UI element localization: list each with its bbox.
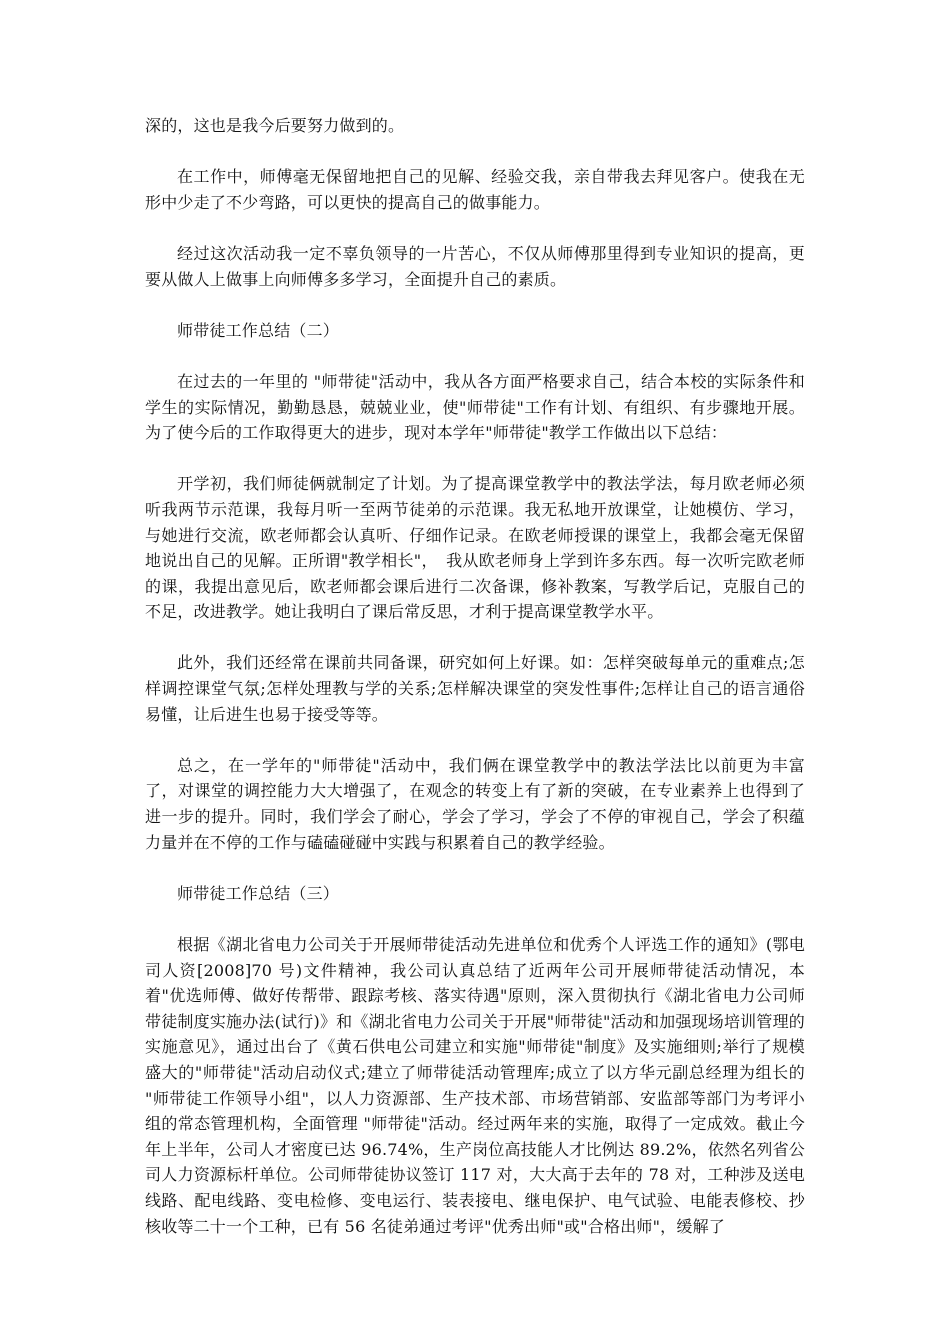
paragraph: 根据《湖北省电力公司关于开展师带徒活动先进单位和优秀个人评选工作的通知》(鄂电司人资[2008]70 号)文件精神，我公司认真总结了近两年公司开展师带徒活动情况，本着"优选师傅、做好传帮带、跟踪考核、落实待遇"原则，深入贯彻执行《湖北省电力公司师带徒制度实施办法(试行)》和《湖北省电力公司关于开展"师带徒"活动和加强现场培训管理的实施意见》，通过出台了《黄石供电公司建立和实施"师带徒"制度》及实施细则;举行了规模盛大的"师带徒"活动启动仪式;建立了师带徒活动管理库;成立了以方华元副总经理为组长的 "师带徒工作领导小组"，以人力资源部、生产技术部、市场营销部、安监部等部门为考评小组的常态管理机构，全面管理 "师带徒"活动。经过两年来的实施，取得了一定成效。截止今年上半年，公司人才密度已达 96.74%，生产岗位高技能人才比例达 89.2%，依然名列省公司人力资源标杆单位。公司师带徒协议签订 117 对，大大高于去年的 78 对，工种涉及送电线路、配电线路、变电检修、变电运行、装表接电、继电保护、电气试验、电能表修校、抄核收等二十一个工种，已有 56 名徒弟通过考评"优秀出师"或"合格出师"，缓解了 xyxy=(145,935,805,1236)
paragraph: 在工作中，师傅毫无保留地把自己的见解、经验交我，亲自带我去拜见客户。使我在无形中少走了不少弯路，可以更快的提高自己的做事能力。 xyxy=(145,167,805,212)
paragraph: 经过这次活动我一定不辜负领导的一片苦心，不仅从师傅那里得到专业知识的提高，更要从做人上做事上向师傅多多学习，全面提升自己的素质。 xyxy=(145,243,805,289)
paragraph: 此外，我们还经常在课前共同备课，研究如何上好课。如：怎样突破每单元的重难点;怎样调控课堂气氛;怎样处理教与学的关系;怎样解决课堂的突发性事件;怎样让自己的语言通俗易懂，让后进生也易于接受等等。 xyxy=(145,653,805,724)
paragraph-continuation: 深的，这也是我今后要努力做到的。 xyxy=(145,116,405,135)
paragraph: 开学初，我们师徒俩就制定了计划。为了提高课堂教学中的教法学法，每月欧老师必须听我两节示范课，我每月听一至两节徒弟的示范课。我无私地开放课堂，让她模仿、学习，与她进行交流，欧老师都会认真听、仔细作记录。在欧老师授课的课堂上，我都会毫无保留地说出自己的见解。正所谓"教学相长"， 我从欧老师身上学到许多东西。每一次听完欧老师的课，我提出意见后，欧老师都会课后进行二次备课，修补教案，写教学后记，克服自己的不足，改进教学。她让我明白了课后常反思，才利于提高课堂教学水平。 xyxy=(145,474,805,622)
section-heading: 师带徒工作总结（二） xyxy=(177,320,340,340)
section-heading: 师带徒工作总结（三） xyxy=(177,883,340,903)
paragraph: 总之，在一学年的"师带徒"活动中，我们俩在课堂教学中的教法学法比以前更为丰富了，对课堂的调控能力大大增强了，在观念的转变上有了新的突破，在专业素养上也得到了进一步的提升。同时，我们学会了耐心，学会了学习，学会了不停的审视自己，学会了积蕴力量并在不停的工作与磕磕碰碰中实践与积累着自己的教学经验。 xyxy=(145,755,805,852)
paragraph: 在过去的一年里的 "师带徒"活动中，我从各方面严格要求自己，结合本校的实际条件和学生的实际情况，勤勤恳恳，兢兢业业，使"师带徒"工作有计划、有组织、有步骤地开展。为了使今后的工作取得更大的进步，现对本学年"师带徒"教学工作做出以下总结： xyxy=(145,371,805,443)
document-page xyxy=(145,113,805,1265)
